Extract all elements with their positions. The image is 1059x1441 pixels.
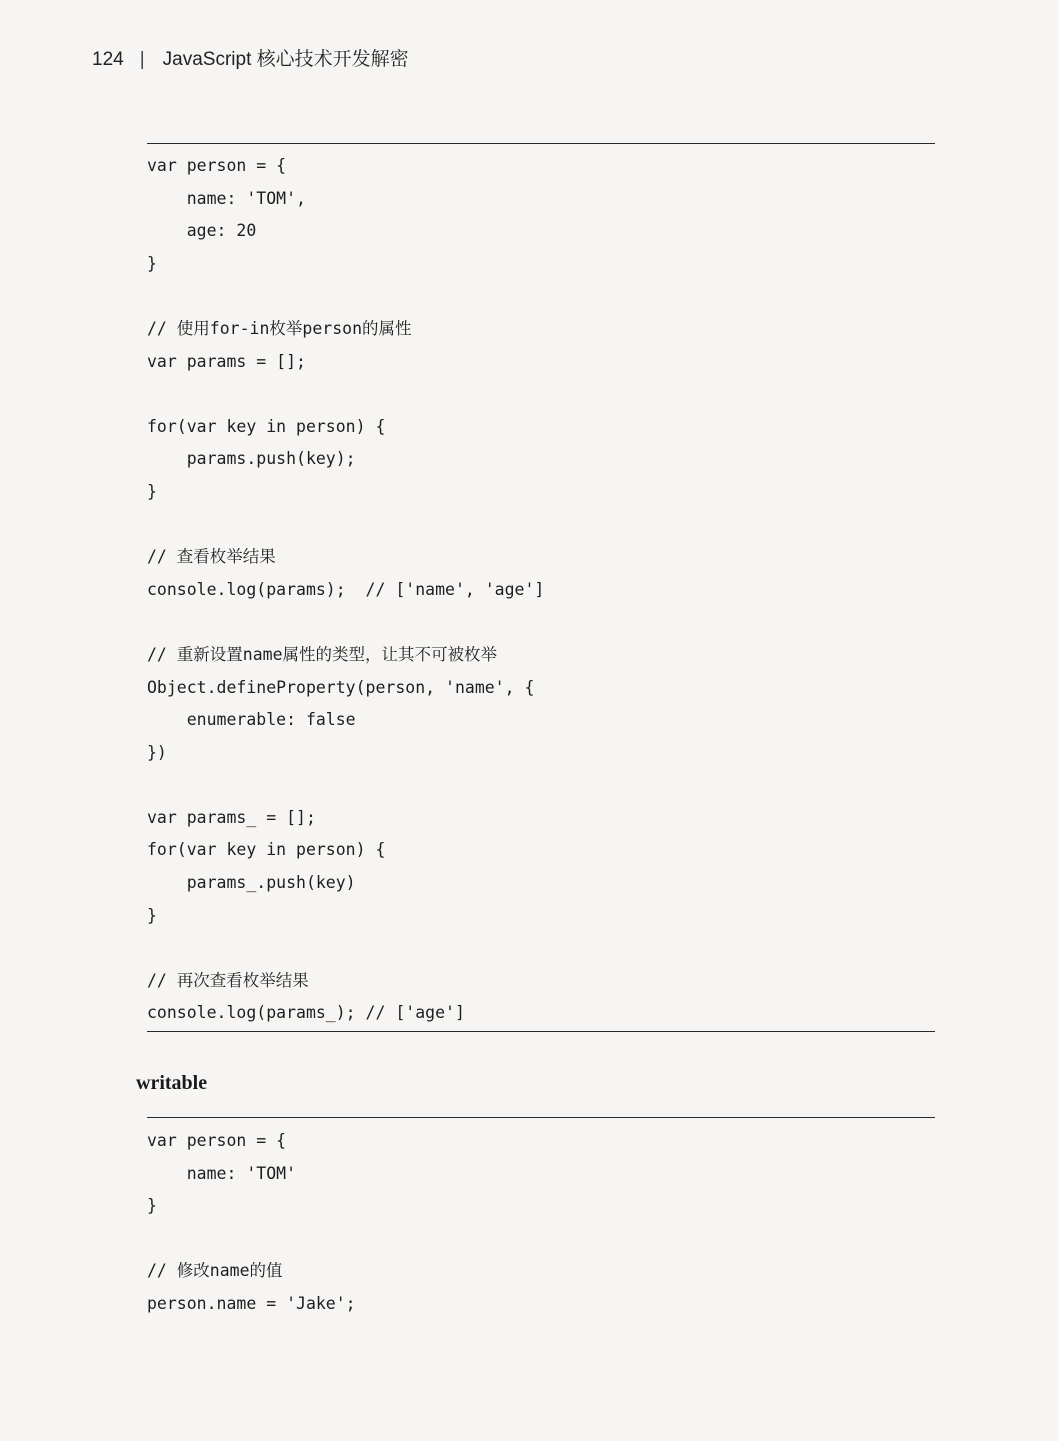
code-block-1-bottom-rule [147, 1031, 935, 1032]
code-line: enumerable: false [147, 710, 356, 730]
header-separator: | [139, 49, 145, 70]
code-line [147, 1223, 356, 1256]
code-line: // 使用for-in枚举person的属性 [147, 318, 412, 338]
code-line: params.push(key); [147, 449, 356, 469]
code-line: } [147, 253, 157, 273]
code-line [147, 378, 544, 411]
code-line: for(var key in person) { [147, 840, 386, 860]
code-line: for(var key in person) { [147, 416, 386, 436]
code-line [147, 280, 544, 313]
code-line: // 修改name的值 [147, 1261, 283, 1281]
code-line: } [147, 905, 157, 925]
section-title-writable: writable [136, 1072, 208, 1094]
code-line [147, 606, 544, 639]
code-line: // 重新设置name属性的类型，让其不可被枚举 [147, 644, 498, 664]
code-line [147, 932, 544, 965]
code-block-1 [147, 150, 544, 1030]
code-block-2 [147, 1125, 356, 1321]
code-line: var person = { [147, 1131, 287, 1150]
code-line: var person = { [147, 156, 287, 175]
code-line: } [147, 481, 157, 501]
code-line: age: 20 [147, 221, 257, 241]
code-line: } [147, 1196, 157, 1216]
code-block-2-top-rule [147, 1117, 935, 1118]
code-line [147, 769, 544, 802]
code-line: }) [147, 742, 167, 762]
code-line: // 再次查看枚举结果 [147, 970, 309, 990]
page-header [92, 44, 409, 71]
code-line: var params_ = []; [147, 807, 316, 827]
code-line: console.log(params); // ['name', 'age'] [147, 579, 545, 599]
code-line: name: 'TOM' [147, 1163, 297, 1183]
code-block-1-top-rule [147, 143, 935, 144]
code-line: var params = []; [147, 351, 306, 371]
book-title: JavaScript 核心技术开发解密 [162, 49, 409, 70]
code-line: console.log(params_); // ['age'] [147, 1003, 465, 1023]
code-line: name: 'TOM', [147, 188, 306, 208]
code-line: Object.defineProperty(person, 'name', { [147, 677, 535, 697]
code-line: // 查看枚举结果 [147, 547, 276, 567]
code-line: person.name = 'Jake'; [147, 1293, 356, 1313]
code-line [147, 509, 544, 542]
page-number: 124 [92, 49, 124, 70]
code-line: params_.push(key) [147, 873, 356, 893]
